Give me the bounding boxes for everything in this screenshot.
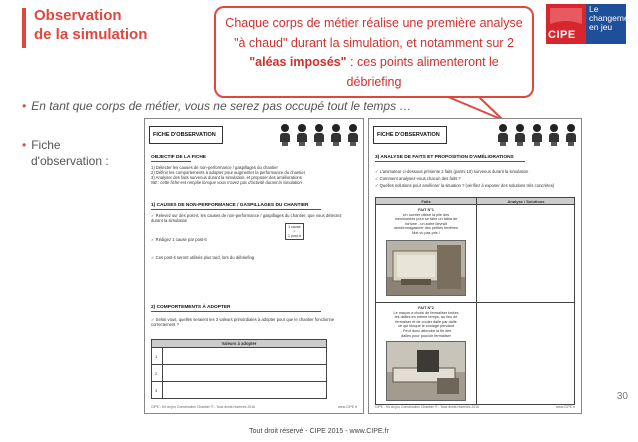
- slide-title-line1: Observation: [34, 7, 122, 24]
- fact1-photo: [386, 240, 466, 296]
- section2-line: ✓ Selon vous, quelles seraient les 3 valeurs primordiales à adopter pour que le chantier fonctionne: [151, 317, 335, 322]
- table-row-number: 1: [155, 354, 158, 359]
- cipe-logo-panel: [586, 4, 636, 44]
- fact2-line: les dalles en même temps, au lieu de: [394, 315, 458, 320]
- fact1-text: [380, 208, 472, 236]
- observation-sheet-page1: [144, 118, 364, 414]
- worker-figure-icon: [347, 124, 359, 146]
- bullet-2-line2: d'observation :: [31, 154, 109, 168]
- worker-figure-icon: [279, 124, 291, 146]
- analysis-col-header: Analyse / Solutions: [507, 199, 545, 204]
- fact1-line: fortune - un autre devrait: [405, 221, 447, 226]
- worker-figures: [497, 124, 577, 146]
- bullet-2-line1: Fiche: [31, 138, 61, 152]
- callout-text-bold: "aléas imposés": [249, 55, 347, 69]
- sheet-footer-left: CIPE - Kit du jeu Construction Chantier ® - Tous droits réservés 2016: [375, 405, 480, 409]
- worker-figure-icon: [313, 124, 325, 146]
- facts-table-row-divider: [376, 302, 574, 303]
- sheet-footer-right: www.CIPE.fr: [555, 405, 575, 409]
- note-line: 1 post-it: [288, 233, 301, 238]
- table-row: [152, 365, 326, 382]
- section1-line: ✓ Ces post-it seront utilisés plus tard, lors du débriefing: [151, 255, 255, 260]
- bullet-dot: •: [22, 138, 27, 152]
- cipe-logo: [546, 4, 636, 44]
- page-number: 30: [616, 391, 628, 402]
- fact2-text: [380, 306, 472, 338]
- fact2-photo: [386, 341, 466, 401]
- fact1-label: FAIT N°1: [418, 208, 434, 212]
- fact1-line: Mal vu pas pris !: [412, 230, 440, 235]
- sheet-footer: [375, 405, 575, 409]
- values-table: [151, 339, 327, 399]
- fact2-line: Le maçon a choisi de fermaliser toutes: [393, 310, 459, 315]
- facts-table-header: [376, 198, 574, 205]
- fact2-line: - Peut donc attendre la fin des: [400, 328, 452, 333]
- section2-underline: [151, 311, 321, 312]
- objective-line: 1) Détecter les causes de non-performance / gaspillages du chantier: [151, 165, 278, 170]
- sheet-header: [149, 124, 359, 146]
- sheet-header: [373, 124, 577, 146]
- slide-title-line2: de la simulation: [34, 26, 148, 43]
- section1-underline: [151, 209, 321, 210]
- section1-heading: 1) CAUSES DE NON-PERFORMANCE / GASPILLAGES DU CHANTIER: [151, 203, 309, 208]
- fact2-line: ce qui bloque le coulage pendant: [398, 324, 454, 329]
- section2-line: correctement ?: [151, 322, 179, 327]
- section3-line: ✓ Quelles solutions pour améliorer la situation ? (vérifiez à exposer des solutions très concrètes): [375, 183, 555, 188]
- cipe-logo-word: CIPE: [548, 29, 576, 41]
- bullet-1: [22, 98, 411, 114]
- facts-table-divider: [476, 198, 477, 404]
- observation-sheet-page2: [368, 118, 582, 414]
- sheet-title: FICHE D'OBSERVATION: [149, 126, 223, 144]
- table-row-number: 3: [155, 388, 158, 393]
- section3-line: ✓ Comment analysez-vous chacun des faits ?: [375, 176, 461, 181]
- note-line: =: [293, 229, 296, 234]
- fact1-line: Un ouvrier utilise la pile des: [402, 212, 450, 217]
- section3-line: ✓ L'animateur ci-dessous présente 2 faits (parmi 10) survenus durant la simulation: [375, 169, 529, 174]
- bullet-dot: •: [22, 99, 27, 113]
- fact2-line: fermalser et de couler dalle par dalle: [395, 319, 457, 324]
- section2-heading: 2) COMPORTEMENTS À ADOPTER: [151, 305, 231, 310]
- table-row-number: 2: [155, 371, 158, 376]
- logo-tag-line3: en jeu: [589, 22, 613, 32]
- callout-text: [222, 14, 526, 92]
- table-row: [152, 382, 326, 400]
- slide-footer: Tout droit réservé - CIPE 2015 - www.CIPE.fr: [249, 428, 389, 435]
- logo-tag-line1: Le: [589, 4, 599, 14]
- callout-box: [214, 6, 534, 98]
- sheet-footer-left: CIPE - Kit du jeu Construction Chantier ® - Tous droits réservés 2016: [151, 405, 256, 409]
- bullet-2: [22, 137, 109, 169]
- fact1-line: sembrrmagasiner des petites fenêtres: [394, 226, 458, 231]
- cipe-logo-tagline: [589, 5, 636, 32]
- objective-underline: [151, 161, 191, 162]
- section3-underline: [375, 161, 525, 162]
- objective-heading: OBJECTIF DE LA FICHE: [151, 155, 206, 160]
- note-line: 1 cause: [288, 225, 301, 229]
- fact2-line: dalles pour pouvoir fermaliser: [401, 333, 451, 338]
- callout-text-part1: Chaque corps de métier réalise une première analyse "à chaud" durant la simulation, et notamment sur 2: [225, 16, 523, 50]
- sheet-footer: [151, 405, 357, 409]
- worker-figure-icon: [296, 124, 308, 146]
- bullet-1-text: En tant que corps de métier, vous ne serez pas occupé tout le temps …: [31, 99, 412, 113]
- table-row: [152, 348, 326, 365]
- section1-line: ✓ Relevez sur des post-it, les causes de non-performance / gaspillages du chantier, que vous détectez: [151, 213, 342, 218]
- facts-col-header: Faits: [421, 199, 431, 204]
- section1-line: durant la simulation: [151, 218, 188, 223]
- values-table-header: Valeurs à adopter: [152, 340, 326, 348]
- worker-figure-icon: [514, 124, 526, 146]
- sheet-title: FICHE D'OBSERVATION: [373, 126, 447, 144]
- objective-line: 2) Définir les comportements à adopter pour augmenter la performance du chantier: [151, 170, 306, 175]
- section3-heading: 3) ANALYSE DE FAITS ET PROPOSITION D'AMÉLIORATIONS: [375, 155, 514, 160]
- worker-figures: [279, 124, 359, 146]
- fact1-line: menuiseries pour se faire un tabla de: [394, 217, 458, 222]
- worker-figure-icon: [565, 124, 577, 146]
- postit-note: [285, 223, 304, 240]
- worker-figure-icon: [531, 124, 543, 146]
- sheet-footer-right: www.CIPE.fr: [337, 405, 357, 409]
- objective-note: NB : cette fiche est remplie lorsque vous n'avez pas d'activité durant la simulation: [151, 180, 302, 185]
- worker-figure-icon: [330, 124, 342, 146]
- fact2-label: FAIT N°2: [418, 306, 434, 310]
- callout-text-part2: : ces points alimenteront le débriefing: [346, 55, 499, 89]
- section1-line: ✓ Rédigez 1 cause par post-it: [151, 237, 207, 242]
- objective-line: 3) Analyser des faits survenus durant la simulation, et proposer des améliorations: [151, 175, 302, 180]
- worker-figure-icon: [497, 124, 509, 146]
- worker-figure-icon: [548, 124, 560, 146]
- logo-tag-line2: changement: [589, 13, 636, 23]
- facts-table: [375, 197, 575, 405]
